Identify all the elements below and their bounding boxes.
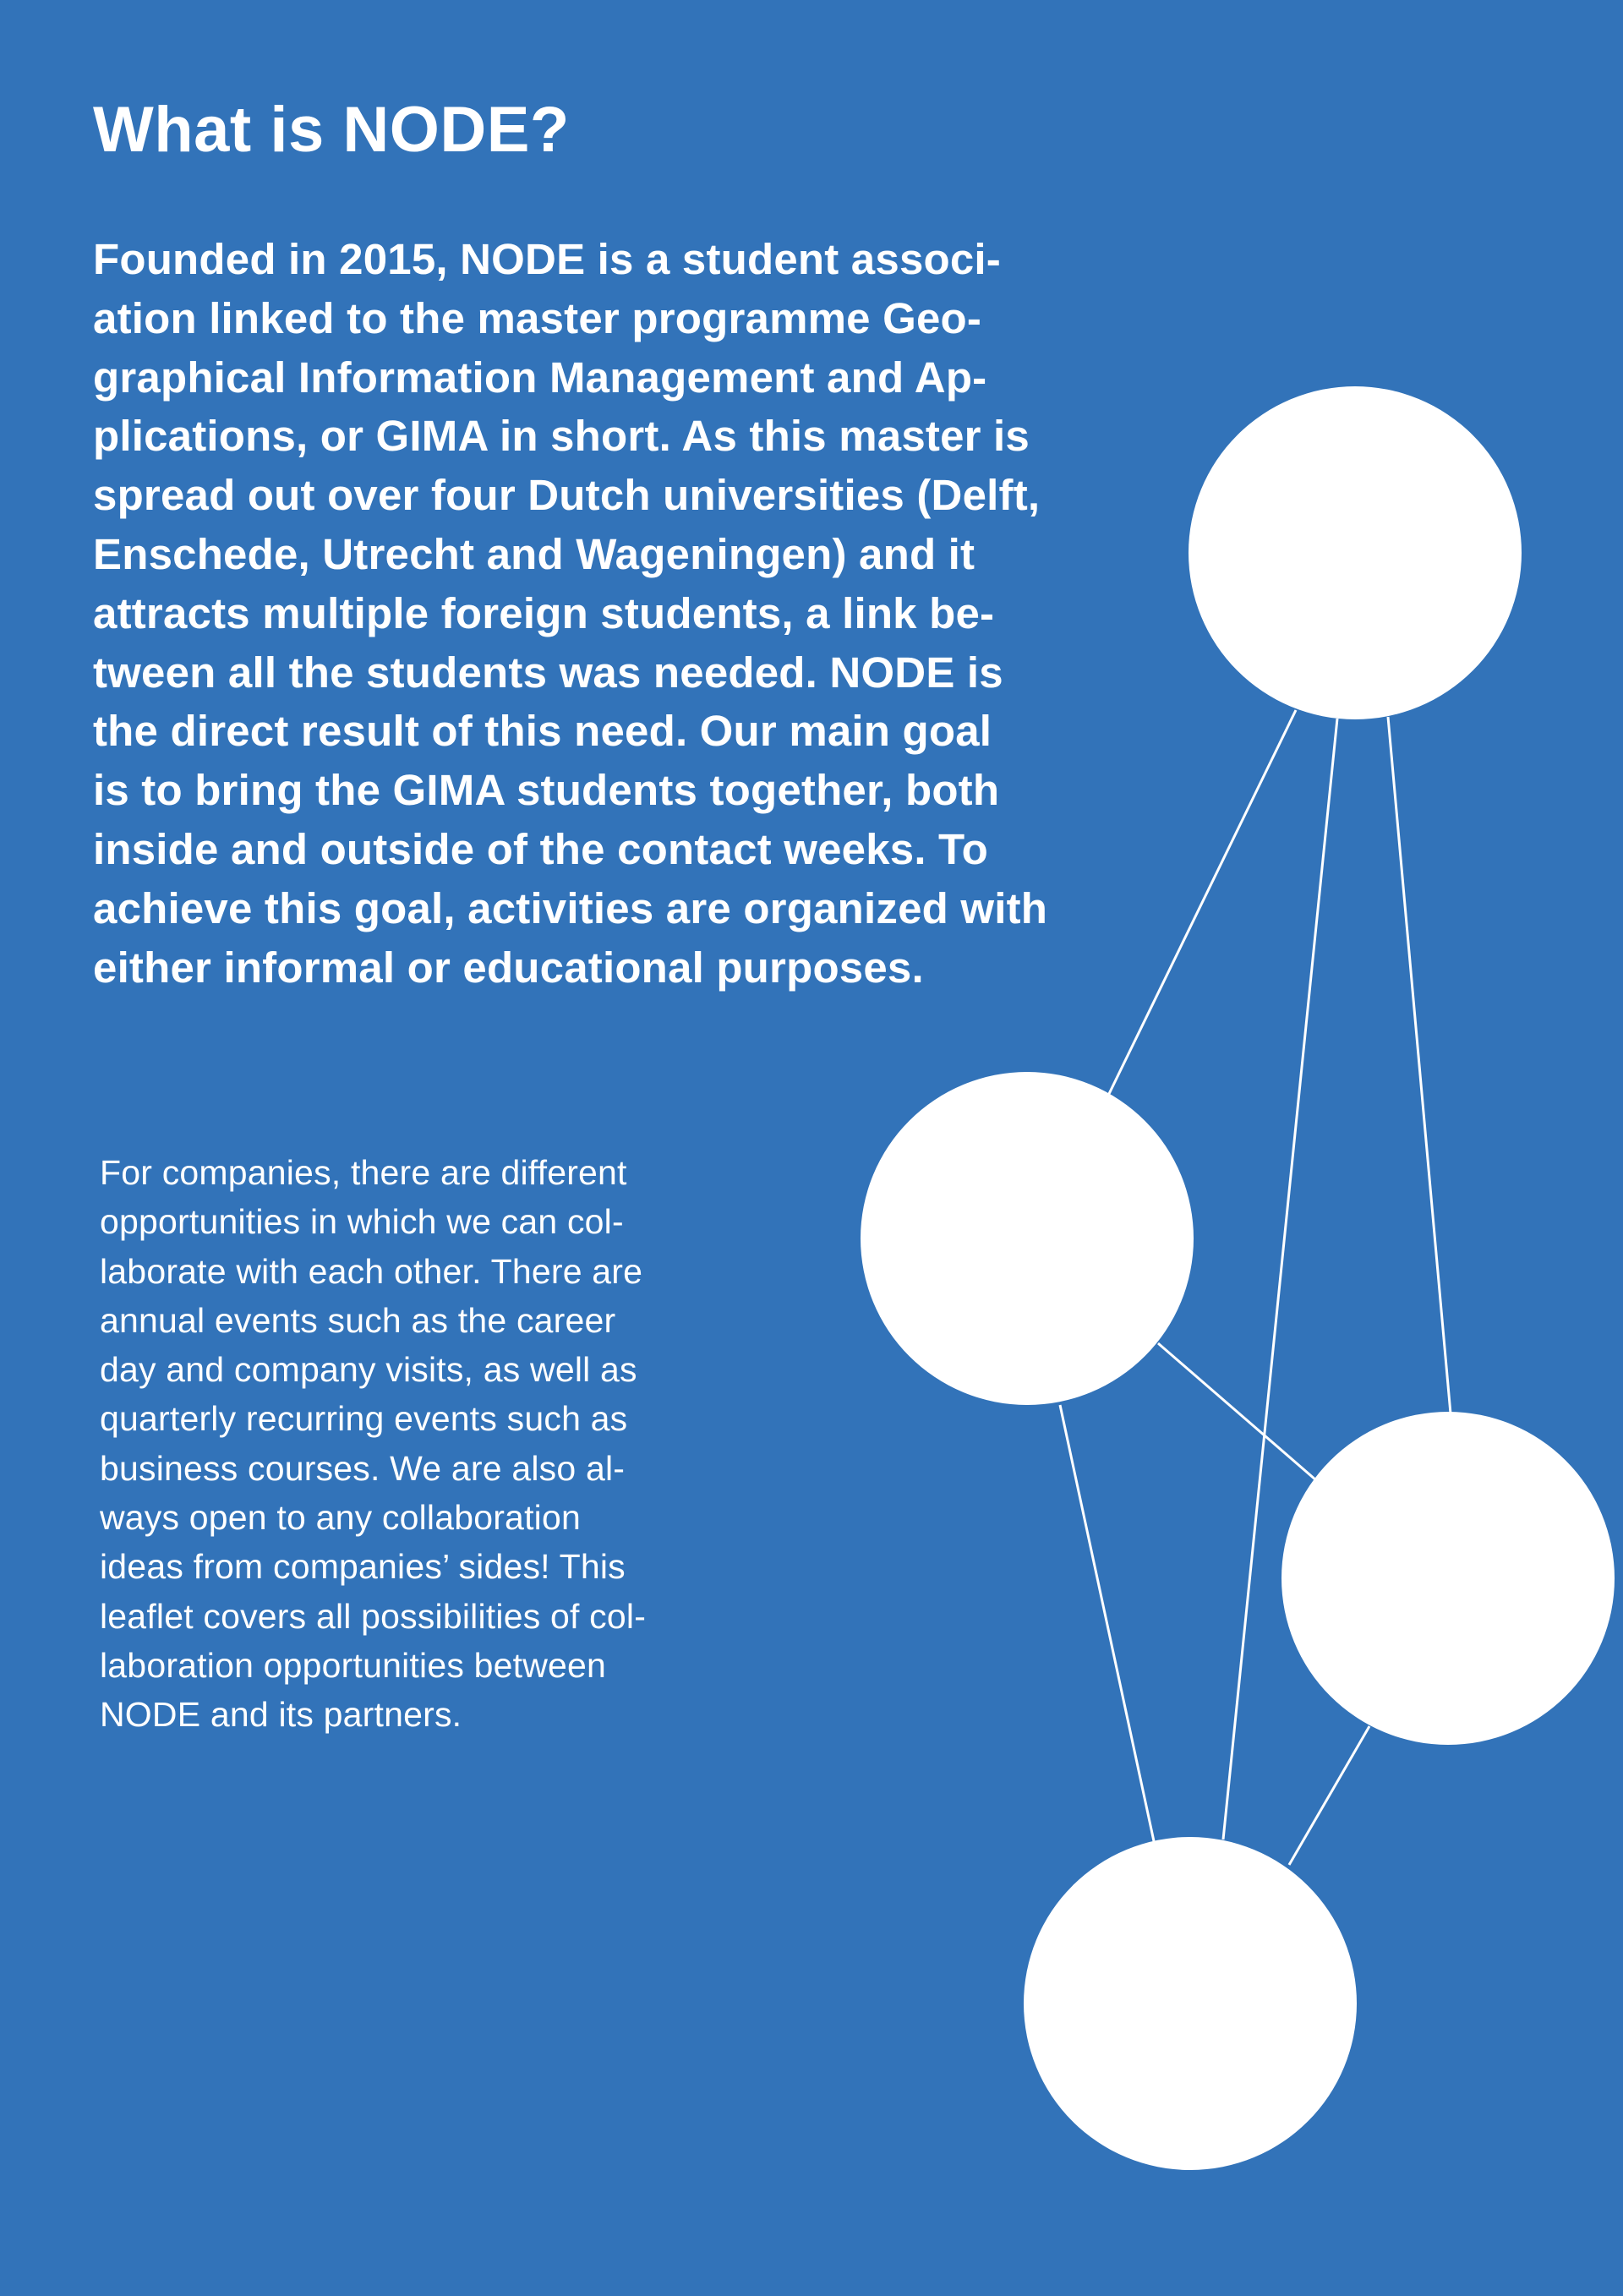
intro-line: Founded in 2015, NODE is a student associ- bbox=[93, 235, 1001, 283]
network-node-top bbox=[1189, 386, 1522, 719]
companies-line: day and company visits, as well as bbox=[100, 1350, 637, 1390]
intro-line: plications, or GIMA in short. As this master is bbox=[93, 412, 1030, 461]
network-edge-middle-left-to-bottom bbox=[1060, 1405, 1154, 1841]
companies-line: annual events such as the career bbox=[100, 1300, 616, 1340]
intro-paragraph bbox=[93, 230, 1158, 997]
intro-line: achieve this goal, activities are organized with bbox=[93, 883, 1048, 932]
companies-line: For companies, there are different bbox=[100, 1153, 627, 1192]
companies-paragraph bbox=[100, 1148, 861, 1740]
companies-line: business courses. We are also al- bbox=[100, 1448, 626, 1488]
companies-line: laboration opportunities between bbox=[100, 1645, 607, 1685]
intro-line: attracts multiple foreign students, a link be- bbox=[93, 588, 995, 637]
companies-line: NODE and its partners. bbox=[100, 1695, 462, 1735]
intro-line: spread out over four Dutch universities (Delft, bbox=[93, 471, 1041, 520]
intro-line: graphical Information Management and Ap- bbox=[93, 353, 987, 402]
companies-line: quarterly recurring events such as bbox=[100, 1399, 628, 1439]
intro-line: either informal or educational purposes. bbox=[93, 943, 924, 992]
companies-line: ways open to any collaboration bbox=[100, 1498, 581, 1538]
page-title: What is NODE? bbox=[93, 94, 570, 166]
companies-line: ideas from companies’ sides! This bbox=[100, 1547, 626, 1587]
network-node-bottom bbox=[1024, 1837, 1357, 2170]
network-edge-top-to-middle-right bbox=[1388, 717, 1451, 1413]
intro-line: tween all the students was needed. NODE is bbox=[93, 648, 1003, 697]
network-node-middle-right bbox=[1281, 1412, 1615, 1745]
network-node-middle-left bbox=[861, 1072, 1194, 1405]
network-edge-middle-right-to-bottom bbox=[1289, 1726, 1369, 1865]
companies-line: leaflet covers all possibilities of col- bbox=[100, 1596, 647, 1636]
intro-line: the direct result of this need. Our main goal bbox=[93, 707, 992, 756]
intro-line: Enschede, Utrecht and Wageningen) and it bbox=[93, 529, 975, 578]
companies-line: opportunities in which we can col- bbox=[100, 1202, 624, 1242]
intro-line: inside and outside of the contact weeks. To bbox=[93, 824, 988, 873]
companies-line: laborate with each other. There are bbox=[100, 1251, 643, 1291]
intro-line: ation linked to the master programme Geo- bbox=[93, 293, 982, 342]
intro-line: is to bring the GIMA students together, both bbox=[93, 766, 1000, 815]
network-edge-middle-left-to-middle-right bbox=[1158, 1343, 1316, 1480]
